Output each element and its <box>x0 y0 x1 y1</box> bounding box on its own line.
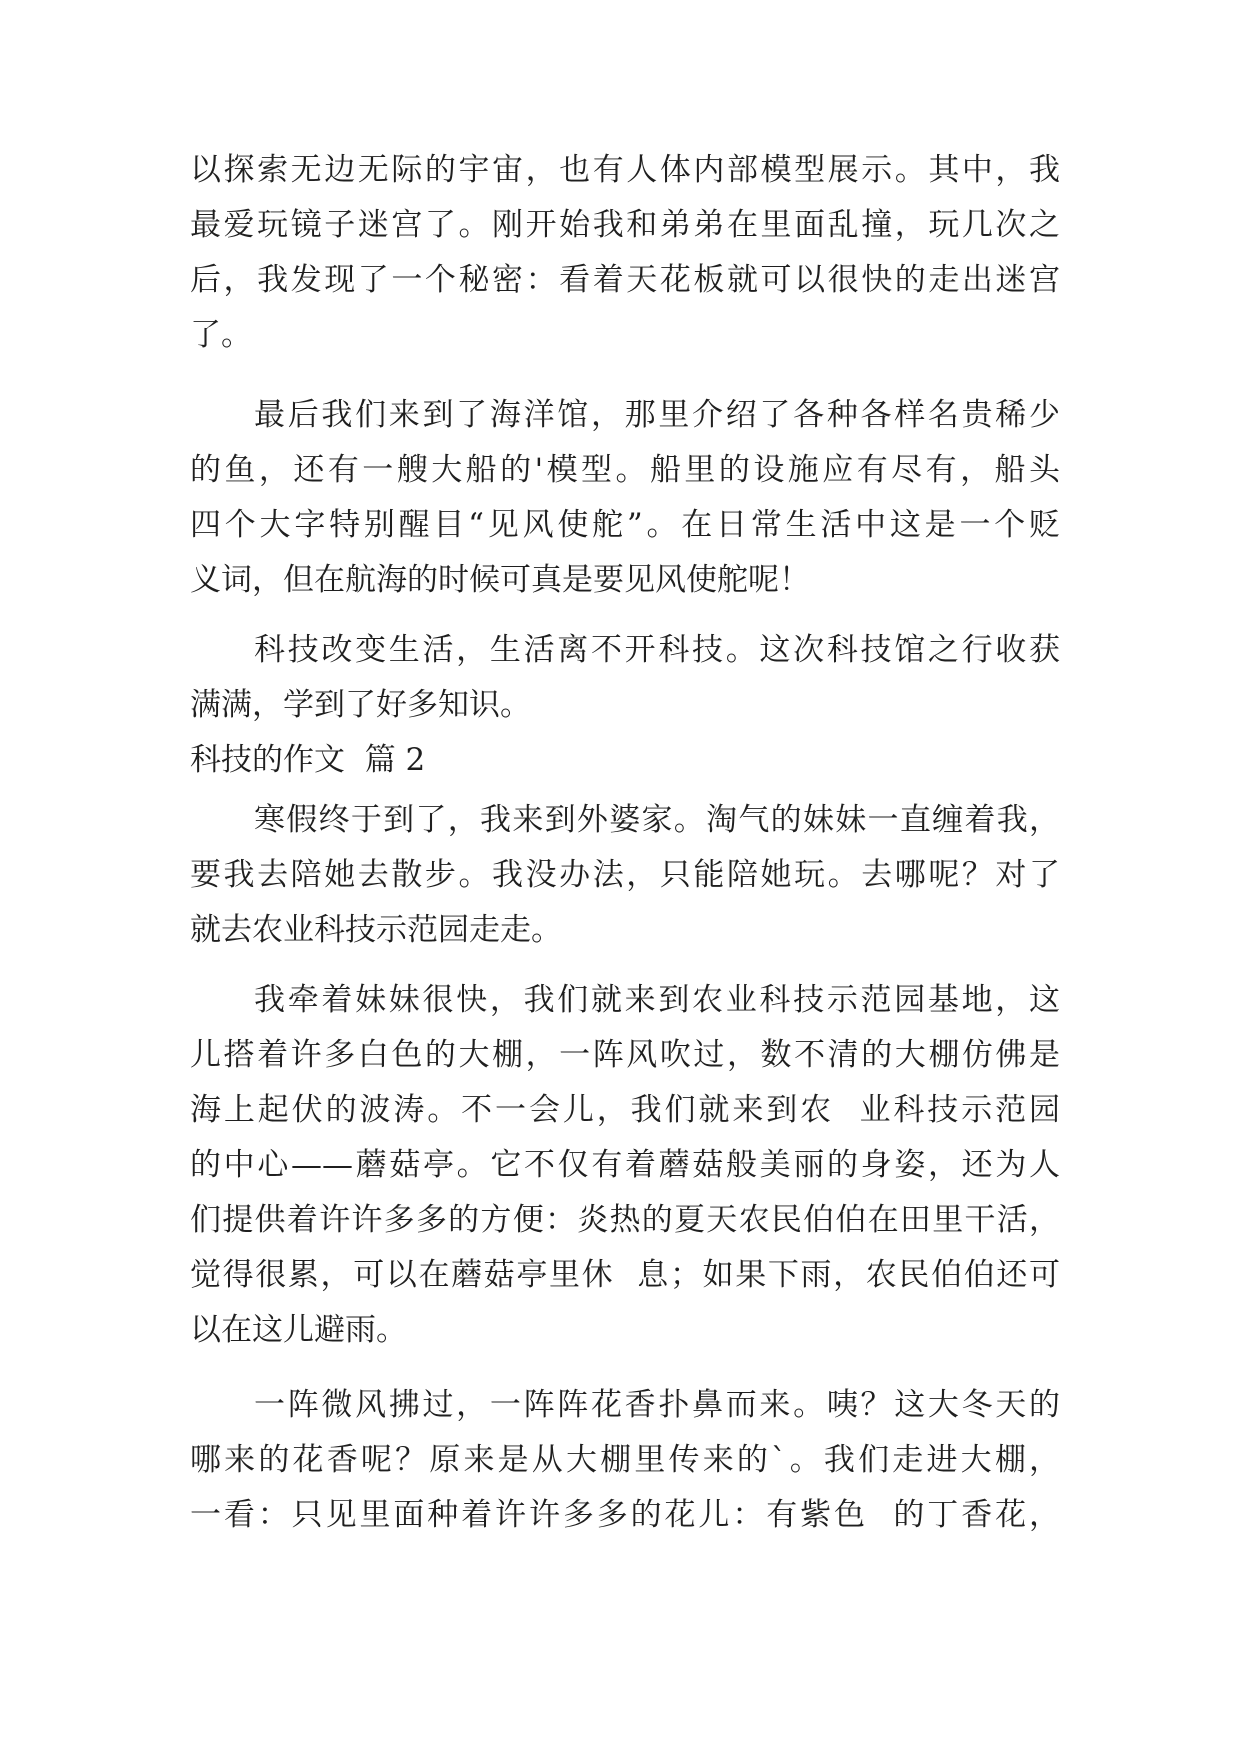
text-line: 后，我发现了一个秘密：看着天花板就可以很快的走出迷宫 <box>190 262 1060 298</box>
text-line: 最爱玩镜子迷宫了。刚开始我和弟弟在里面乱撞，玩几次之 <box>190 207 1060 243</box>
text-line: 的中心——蘑菇亭。它不仅有着蘑菇般美丽的身姿，还为人 <box>190 1147 1060 1183</box>
text-line: 我牵着妹妹很快，我们就来到农业科技示范园基地，这 <box>254 982 1060 1018</box>
text-line: 以探索无边无际的宇宙，也有人体内部模型展示。其中，我 <box>190 152 1060 188</box>
text-line: 满满，学到了好多知识。 <box>190 687 531 723</box>
text-line: 觉得很累，可以在蘑菇亭里休 息；如果下雨，农民伯伯还可 <box>190 1257 1060 1293</box>
text-line: 要我去陪她去散步。我没办法，只能陪她玩。去哪呢？对了 <box>190 857 1060 893</box>
text-line: 以在这儿避雨。 <box>190 1312 407 1348</box>
text-line: 义词，但在航海的时候可真是要见风使舵呢！ <box>190 562 810 598</box>
text-line: 儿搭着许多白色的大棚，一阵风吹过，数不清的大棚仿佛是 <box>190 1037 1060 1073</box>
text-line: 最后我们来到了海洋馆，那里介绍了各种各样名贵稀少 <box>254 397 1060 433</box>
section-heading: 科技的作文 篇 2 <box>190 742 426 778</box>
text-line: 哪来的花香呢？原来是从大棚里传来的`。我们走进大棚， <box>190 1442 1060 1478</box>
text-line: 一阵微风拂过，一阵阵花香扑鼻而来。咦？这大冬天的 <box>254 1387 1060 1423</box>
text-line: 了。 <box>190 317 252 353</box>
text-line: 寒假终于到了，我来到外婆家。淘气的妹妹一直缠着我， <box>254 802 1060 838</box>
text-line: 就去农业科技示范园走走。 <box>190 912 562 948</box>
text-line: 一看：只见里面种着许许多多的花儿：有紫色 的丁香花， <box>190 1497 1060 1533</box>
text-line: 们提供着许许多多的方便：炎热的夏天农民伯伯在田里干活， <box>190 1202 1060 1238</box>
text-line: 科技改变生活，生活离不开科技。这次科技馆之行收获 <box>254 632 1060 668</box>
text-line: 四个大字特别醒目“见风使舵”。在日常生活中这是一个贬 <box>190 507 1060 543</box>
text-line: 海上起伏的波涛。不一会儿，我们就来到农 业科技示范园 <box>190 1092 1060 1128</box>
text-line: 的鱼，还有一艘大船的'模型。船里的设施应有尽有，船头 <box>190 452 1060 488</box>
